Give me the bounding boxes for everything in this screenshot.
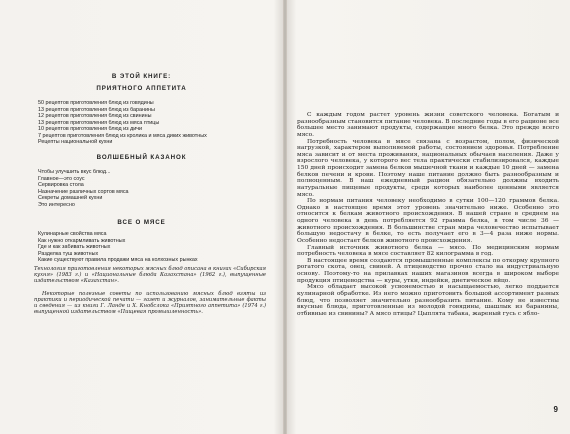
note-paragraph: Технология приготовления некоторых мясных блюд описана в книгах «Сибирская кухня» (1983 г.) и «Национальные блюда Казахстана» (1962 г.), выпущенные издательством «Казахстан». [34,266,266,285]
body-paragraph: С каждым годом растет уровень жизни советского человека. Богатым и разнообразным становится питание человека. В последние годы в его рационе все большее место занимают продукты, содержащие много белка. Это прежде всего мясо. [297,112,559,138]
toc-item: 13 рецептов приготовления блюд из мяса птицы [38,119,160,126]
toc-item: Чтобы улучшить вкус блюд... [38,169,111,175]
toc-item: Как нужно откармливать животных [38,237,126,244]
toc-item: Назначение различных сортов мяса [38,188,129,195]
page-number: 9 [553,405,558,414]
toc-item: Секреты домашней кухни [38,195,103,201]
toc-item: Сервировка стола [38,182,84,188]
toc-item: 13 рецептов приготовления блюд из баранины [38,106,155,113]
toc-item: 10 рецептов приготовления блюд из дичи [38,126,143,132]
body-paragraph: Мясо обладает высокой усвояемостью и насыщаемостью, легко поддается кулинарной обработке. Из него можно приготовить большой ассортимент разных блюд, что позволяет значительно разнообразить питание. Кому не известны вкусные блюда, приготовленные из молодой говядины, шашлык из баранины, отбивные из свинины? А мясо птицы? Цыплята табака, жареный гусь с ябло- [297,284,559,317]
toc-item: 7 рецептов приготовления блюд из кролика и мяса диких животных [38,132,207,139]
note-paragraph: Некоторые полезные советы по использованию мясных блюд взяты из практики и периодической печати — газет и журналов, занимательные факты и сведения — из книги Г. Ланде и Х. Кнобслока «Приятного аппетита» (1974 г.) выпущенной издательством «Пищевая промышленность». [34,291,266,316]
left-page [0,0,283,434]
body-paragraph: Потребность человека в мясе связана с возрастом, полом, физической нагрузкой, характером выполняемой работы, состоянием здоровья. Потребление мяса зависит и от места проживания, национальных обычаев населения. Даже у взрослого человека, у которого вес тела практически стабилизировался, каждые 150 дней происходит замена белков мышечной ткани и каждые 10 дней — замена белков печени и крови. Поэтому наше питание должно быть разнообразным и полноценным. В наш ежедневный рацион обязательно должны входить натуральные пищевые продукты, среди которых наиболее ценными является мясо. [297,138,559,198]
toc-item: Главное—это соус [38,175,85,182]
body-paragraph: По нормам питания человеку необходимо в сутки 100—120 граммов белка. Однако в настоящее время этот уровень значительно ниже. Особенно это относится к белкам животного происхождения. В нашей стране в среднем на одного человека в день потребляется 92 грамма белка, в том числе 36 — животного происхождения. В большинстве стран мира человечество испытывает большую недостачу в белке, то есть получает его в 3—4 раза ниже нормы. Особенно недостает белков животного происхождения. [297,198,559,244]
section-title-appetite: ПРИЯТНОГО АППЕТИТА [96,85,187,92]
toc-list-meat [38,231,268,264]
toc-list-kazanok [38,169,268,208]
toc-item: Это интересно [38,201,75,208]
body-text [297,112,559,317]
toc-list-appetite [38,100,268,146]
toc-item: Какие существуют правила продажи мяса на колхозных рынках [38,257,198,263]
toc-item: Где и как забивать животных [38,244,111,250]
right-page [287,0,570,434]
contents-title: В ЭТОЙ КНИГЕ: [111,73,172,80]
toc-item: Разделка туш животных [38,250,99,257]
toc-item: 50 рецептов приготовления блюд из говядины [38,100,154,106]
section-title-kazanok: ВОЛШЕБНЫЙ КАЗАНОК [96,154,187,161]
toc-item: Рецепты национальной кухни [38,139,113,145]
section-title-meat: ВСЕ О МЯСЕ [117,219,166,226]
toc-item: 12 рецептов приготовления блюд из свинины [38,113,152,119]
body-paragraph: Главный источник животного белка — мясо. По медицинским нормам потребность человека в мясе составляет 82 килограмма в год. [297,244,559,258]
body-paragraph: В настоящее время создаются промышленные комплексы по откорму крупного рогатого скота, овец, свиней. А птицеводство прочно стало на индустриальную основу. Поэтому-то на прилавках наших магазинов всегда в широком выборе продукция птицеводства — куры, утки, индейки, диетическое яйцо. [297,257,559,284]
toc-item: Кулинарные свойства мяса [38,231,107,237]
